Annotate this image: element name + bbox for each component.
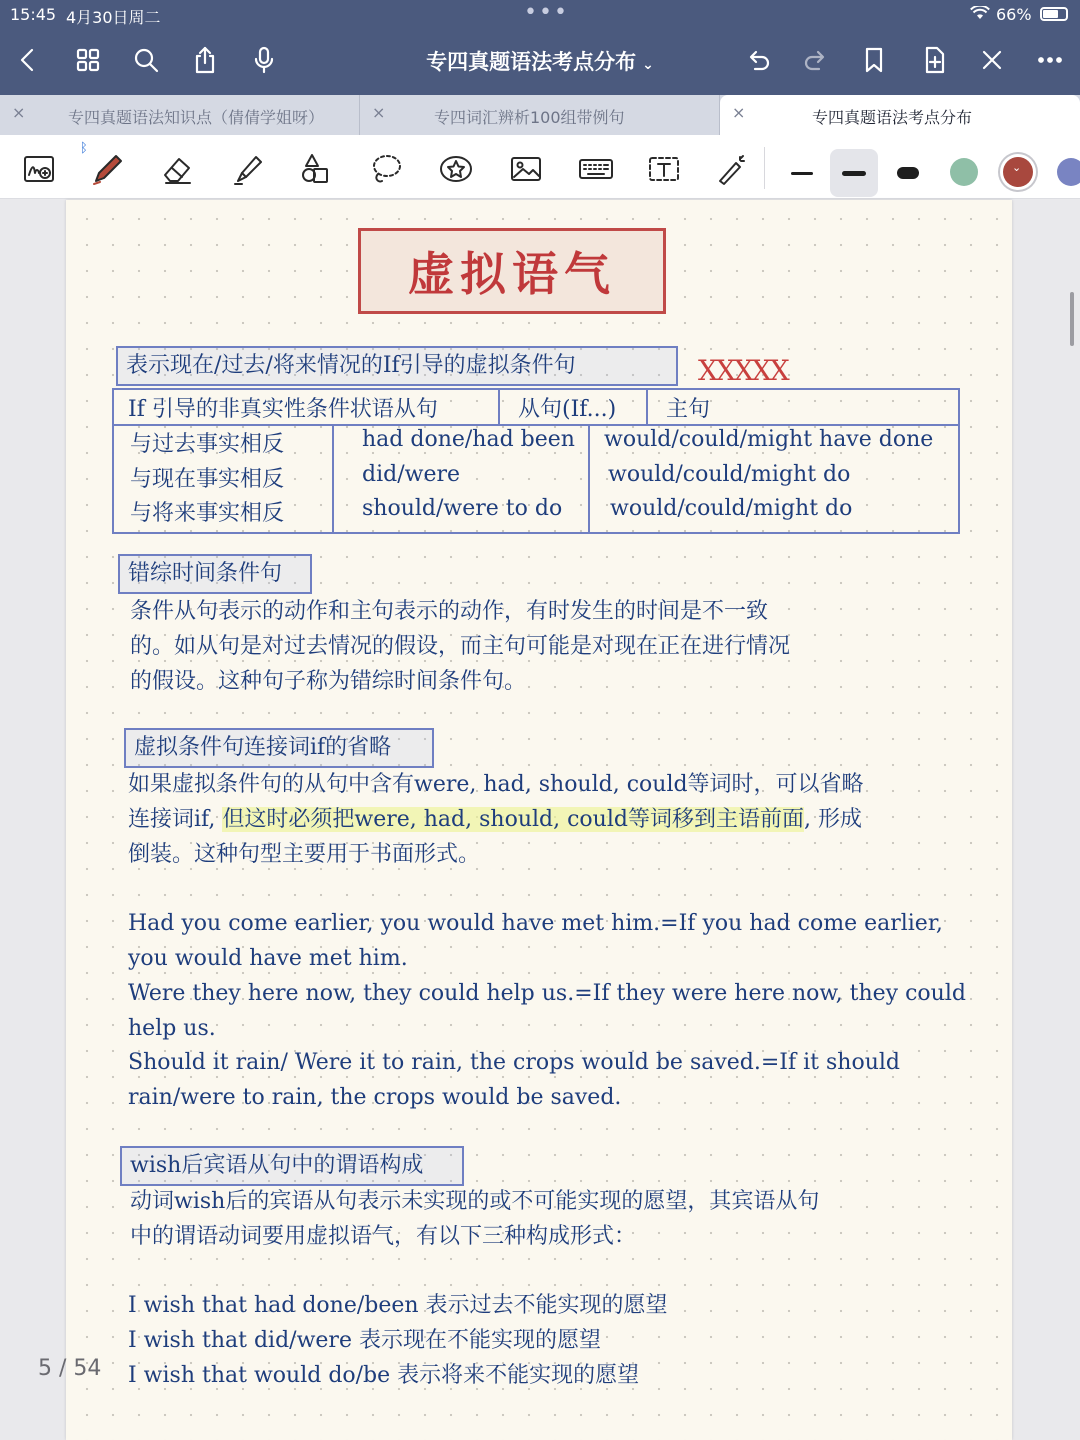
laser-pointer-icon[interactable] xyxy=(712,149,752,189)
battery-icon xyxy=(1040,7,1068,21)
tab-label: 专四词汇辨析100组带例句 xyxy=(434,108,625,127)
highlighter-tool-icon[interactable] xyxy=(228,149,268,189)
search-icon[interactable] xyxy=(128,42,164,78)
section2-line: 条件从句表示的动作和主句表示的动作，有时发生的时间是不一致 xyxy=(130,599,769,624)
microphone-icon[interactable] xyxy=(246,42,282,78)
note-canvas[interactable] xyxy=(0,200,1080,1440)
scribble-marks: XXXXX xyxy=(698,354,788,387)
tab-grammar-distribution[interactable] xyxy=(720,95,1080,135)
table-cell: did/were xyxy=(362,462,461,487)
table-cell: 与现在事实相反 xyxy=(130,467,285,492)
redo-icon[interactable] xyxy=(798,42,834,78)
table-cell: should/were to do xyxy=(362,496,563,521)
table-header-cell: 主句 xyxy=(666,397,711,422)
chevron-down-icon: ⌄ xyxy=(1012,161,1022,174)
tab-label: 专四真题语法知识点（倩倩学姐呀） xyxy=(68,108,325,127)
example-line: Had you come earlier, you would have met him.=If you had come earlier, xyxy=(128,911,943,936)
table-divider xyxy=(588,426,590,532)
close-tab-icon[interactable]: × xyxy=(372,103,386,122)
section2-line: 的假设。这种句子称为错综时间条件句。 xyxy=(130,669,527,694)
tab-vocab-analysis[interactable] xyxy=(360,95,720,135)
section4-heading: wish后宾语从句中的谓语构成 xyxy=(120,1146,464,1186)
add-page-icon[interactable] xyxy=(916,42,952,78)
note-page[interactable] xyxy=(66,200,1012,1440)
section4-line: 动词wish后的宾语从句表示未实现的或不可能实现的愿望，其宾语从句 xyxy=(130,1189,820,1214)
top-bar xyxy=(0,0,1080,95)
color-swatch-blue[interactable] xyxy=(1057,158,1080,186)
section3-line xyxy=(128,802,862,837)
battery-percent: 66% xyxy=(996,5,1032,24)
nav-bar xyxy=(0,34,1080,86)
wish-form-line: I wish that did/were 表示现在不能实现的愿望 xyxy=(128,1328,601,1353)
section3-text: 连接词if, xyxy=(128,807,216,832)
multitask-dots-icon[interactable]: ••• xyxy=(524,0,569,25)
stroke-thick-button[interactable] xyxy=(884,149,932,197)
sticker-tool-icon[interactable] xyxy=(436,149,476,189)
keyboard-tool-icon[interactable] xyxy=(576,149,616,189)
table-cell: 与将来事实相反 xyxy=(130,501,285,526)
table-cell: would/could/might do xyxy=(610,496,853,521)
highlighted-text: 但这时必须把were, had, should, could等词移到主语前面 xyxy=(222,807,804,832)
close-tab-icon[interactable]: × xyxy=(732,103,746,122)
tab-label: 专四真题语法考点分布 xyxy=(812,108,973,127)
back-icon[interactable] xyxy=(10,42,46,78)
section3-text: , 形成 xyxy=(803,807,862,832)
section1-heading: 表示现在/过去/将来情况的If引导的虚拟条件句 xyxy=(116,346,678,386)
undo-icon[interactable] xyxy=(740,42,776,78)
handwriting-zoom-icon[interactable] xyxy=(20,149,60,189)
more-options-icon[interactable] xyxy=(1032,42,1068,78)
shapes-tool-icon[interactable] xyxy=(296,149,336,189)
wish-form-line: I wish that would do/be 表示将来不能实现的愿望 xyxy=(128,1363,640,1388)
page-title: 虚拟语气 xyxy=(408,247,616,301)
lasso-tool-icon[interactable] xyxy=(366,149,406,189)
example-line: help us. xyxy=(128,1016,216,1041)
table-divider xyxy=(498,390,500,426)
image-tool-icon[interactable] xyxy=(506,149,546,189)
section2-heading: 错综时间条件句 xyxy=(118,554,312,594)
document-title-button[interactable] xyxy=(380,46,700,76)
bluetooth-icon: ᛒ xyxy=(80,141,88,156)
color-swatch-green[interactable] xyxy=(950,158,978,186)
close-tab-icon[interactable]: × xyxy=(12,103,26,122)
page-title-box xyxy=(358,228,666,314)
example-line: rain/were to rain, the crops would be saved. xyxy=(128,1085,622,1110)
share-icon[interactable] xyxy=(187,42,223,78)
table-divider xyxy=(646,390,648,426)
bookmark-icon[interactable] xyxy=(856,42,892,78)
table-cell: would/could/might do xyxy=(608,462,851,487)
pen-tool-icon[interactable] xyxy=(80,141,128,189)
page-counter: 5 / 54 xyxy=(38,1356,102,1381)
table-header-cell: If 引导的非真实性条件状语从句 xyxy=(128,397,438,422)
table-header-cell: 从句(If...) xyxy=(518,397,617,422)
stroke-medium-button[interactable] xyxy=(830,149,878,197)
example-line: Should it rain/ Were it to rain, the crops would be saved.=If it should xyxy=(128,1050,900,1075)
section2-line: 的。如从句是对过去情况的假设，而主句可能是对现在正在进行情况 xyxy=(130,634,791,659)
document-title: 专四真题语法考点分布 xyxy=(426,50,637,74)
example-line: Were they here now, they could help us.=If they were here now, they could xyxy=(128,981,966,1006)
tab-grammar-notes[interactable] xyxy=(0,95,360,135)
eraser-tool-icon[interactable] xyxy=(158,149,198,189)
section3-line: 倒装。这种句型主要用于书面形式。 xyxy=(128,842,481,867)
chevron-down-icon: ⌄ xyxy=(642,57,654,73)
thumbnails-grid-icon[interactable] xyxy=(70,42,106,78)
section3-line: 如果虚拟条件句的从句中含有were, had, should, could等词时，可以省略 xyxy=(128,772,864,797)
status-time: 15:45 xyxy=(10,5,57,24)
table-cell: had done/had been xyxy=(362,427,575,452)
table-cell: 与过去事实相反 xyxy=(130,432,285,457)
status-date: 4月30日周二 xyxy=(66,8,161,27)
wish-form-line: I wish that had done/been 表示过去不能实现的愿望 xyxy=(128,1293,668,1318)
table-cell: would/could/might have done xyxy=(604,427,934,452)
section4-line: 中的谓语动词要用虚拟语气，有以下三种构成形式： xyxy=(130,1224,637,1249)
conditional-table xyxy=(112,388,960,534)
close-editing-icon[interactable] xyxy=(974,42,1010,78)
scroll-indicator[interactable] xyxy=(1070,292,1074,346)
toolbar-divider xyxy=(764,147,765,189)
example-line: you would have met him. xyxy=(128,946,408,971)
section3-heading: 虚拟条件句连接词if的省略 xyxy=(124,728,434,768)
status-bar xyxy=(0,0,1080,28)
textbox-tool-icon[interactable] xyxy=(644,149,684,189)
drawing-toolbar xyxy=(0,135,1080,199)
table-divider xyxy=(332,426,334,532)
document-tabs xyxy=(0,95,1080,135)
wifi-icon xyxy=(970,6,990,20)
color-swatch-red-selected[interactable] xyxy=(1003,157,1033,187)
stroke-thin-button[interactable] xyxy=(778,149,826,197)
